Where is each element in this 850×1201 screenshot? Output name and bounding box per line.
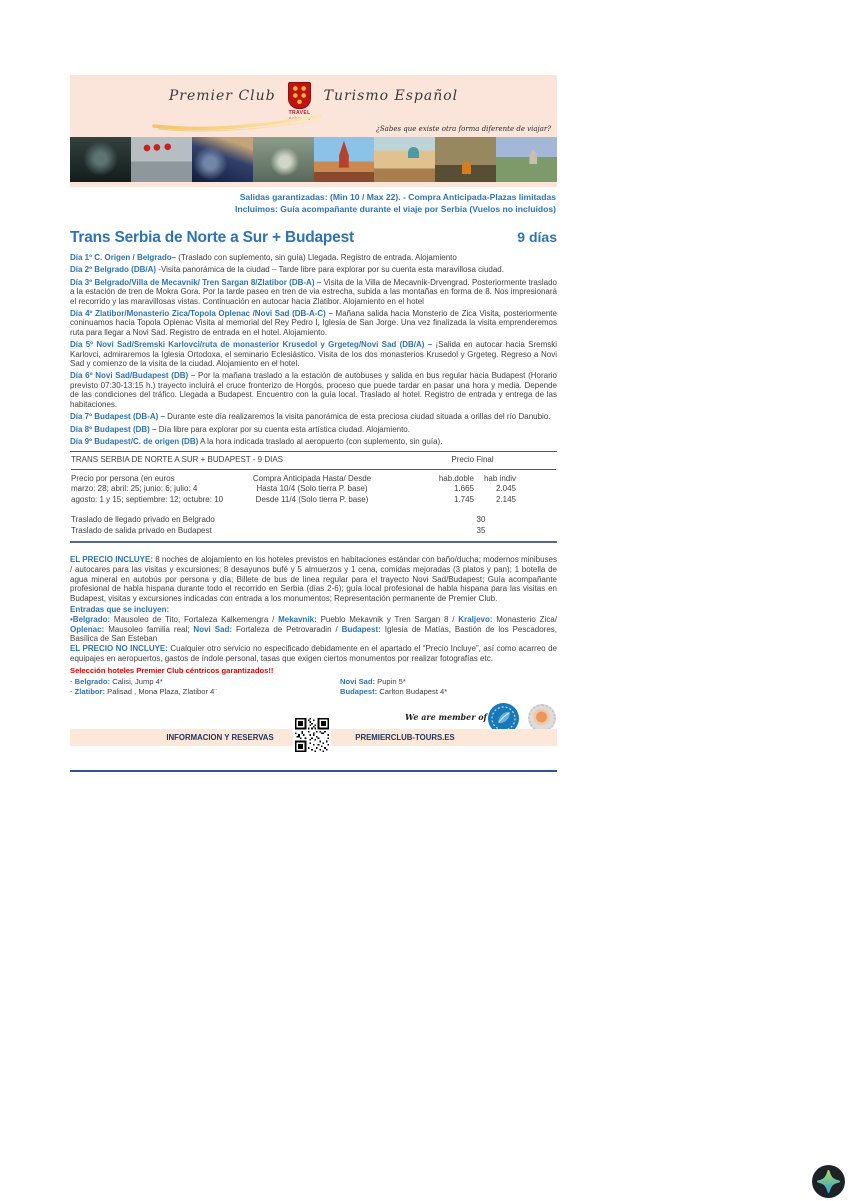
price-row-dates: marzo: 28; abril: 25; junio: 6; julio: 4 [71,484,198,494]
itinerary-day-1 [70,253,557,262]
itinerary-day-7 [70,412,557,421]
brand-turismo-espanol: Turismo Español [323,88,459,104]
entradas-items: Mausoleo de Tito, Fortaleza Kalkemengra / [110,615,279,625]
hotel-names: Palisad , Mona Plaza, Zlatibor 4¨ [105,686,217,696]
photo-hilltop-church [496,137,557,182]
day-label: Día 1º C. Origen / Belgrado– [70,253,177,262]
price-row-advance: Desde 11/4 (Solo tierra P. base) [255,494,369,504]
hotel-item [340,687,557,697]
qr-code [293,714,331,756]
entradas-items: Pueblo Mekavnik y Tren Sargan 8 / [316,615,459,625]
photo-strip [70,137,557,182]
entradas-city: •Belgrado: [70,615,111,625]
footer [70,702,557,766]
entradas-city: Oplenac: [70,624,105,634]
transfer-label: Traslado de salida privado en Budapest [71,525,212,535]
price-includes [70,555,557,603]
header-tagline: ¿Sabes que existe otra forma diferente de viajar? [376,125,551,133]
hotels-grid [70,677,557,696]
price-includes-label: EL PRECIO INCLUYE: [70,555,153,565]
day-body: ¡Salida en autocar hacia Sremski Karlovci, admiraremos la Iglesia Ortodoxa, el seminario Eclesiástico. Visita de los dos monasterios Krusedol y Grgeteg. Regreso a Novi Sad y comienzo de la visita de la ciudad. Alojamiento en el hotel. [70,340,558,369]
header-bottom-strip [70,182,557,187]
transfer-price: 35 [476,525,486,535]
logo-caption-solutions: Solutions [288,116,311,121]
gold-swoosh-icon [152,113,322,133]
day-body: (Traslado con suplemento, sin guía) Llegada. Registro de entrada. Alojamiento [178,253,457,262]
transfer-row [71,515,556,526]
info-reservas-label: INFORMACION Y RESERVAS [166,733,274,743]
day-label: Día 7º Budapest (DB-A) – [70,412,165,422]
hotel-names: Calisi, Jump 4* [110,677,163,687]
transfer-row [71,526,556,542]
photo-city-wall-lanterns [131,137,192,182]
entradas-city: Kraljevo: [458,615,493,625]
hotel-item [70,677,340,687]
day-body: Por la mañana traslado a la estación de autobuses y salida en bus regular hacia Budapest (Horario previsto 07:30-13:15 h.) trayecto incluirá el cruce fronterizo de Horgós, proceso que puede tardar en pasar una hora y media. Depende de las condiciones del tráfico. Llegada a Budapest. Encuentro con la guía local. Traslado al hotel. Registro de entrada y entrega de las habitaciones. [70,371,557,409]
shield-crest-icon [288,82,311,109]
price-table-title: TRANS SERBIA DE NORTE A SUR + BUDAPEST - 9 DIAS [71,455,283,465]
transfer-price: 30 [476,515,486,525]
hotel-names: Pupin 5* [375,677,406,687]
itinerary-day-8 [70,425,557,434]
day-label: Día 3º Belgrado/Villa de Mecavnik/ Tren Sargan 8/Zlatibor (DB-A) – [70,277,322,287]
entradas-list [70,615,557,644]
hotel-city: Novi Sad: [340,677,376,687]
price-final-label: Precio Final [451,455,494,465]
star-pillow-icon [812,1165,845,1198]
day-label: Día 5º Novi Sad/Sremski Karlovci/ruta de monasterior Krusedol y Grgeteg/Novi Sad (DB/A) – [70,340,433,350]
table-spacer [71,505,556,515]
price-includes-text: 8 noches de alojamiento en los hoteles previstos en habitaciones estándar con baño/ducha; modernos minibuses / autocares para las visitas y excursiones; 8 desayunos bufé y 5 almuerzos y 1 cena, comidas mejoradas (3 platos y pan); 1 botella de agua mineral en autobús por persona y día; Billete de bus de linea regular para el trayecto Novi Sad/Budapest; Guía acompañante profesional de habla hispana durante todo el recorrido en Serbia (días 2-6); guía local profesional de habla hispana para las visitas en Budapest, visitas y excursiones indicadas con entrada a los monumentos; Representación permanente de Premier Club. [70,555,557,603]
hotel-city: · Belgrado: [70,677,111,687]
transfer-label: Traslado de llegado privado en Belgrado [71,515,215,525]
hotels-headline: Selección hoteles Premier Club céntricos garantizados!! [70,666,274,676]
price-table [70,451,557,543]
photo-night-figures [70,137,131,182]
title-row [70,229,557,247]
day-body: A la hora indicada traslado al aeropuerto (con suplemento, sin guía). [200,436,443,446]
hotel-city: · Zlatibor: [70,686,106,696]
day-label: Día 8º Budapest (DB) – [70,424,157,434]
photo-angkor-monks [435,137,496,182]
entradas-items: Monasterio Zica/ [492,615,558,625]
brochure-header [70,75,557,187]
website-link[interactable]: PREMIERCLUB-TOURS.ES [355,733,455,743]
price-row [71,495,556,506]
entradas-label: Entradas que se incluyen: [70,605,170,615]
entradas-city: Budapest: [341,624,381,634]
price-not-includes-label: EL PRECIO NO INCLUYE: [70,644,168,654]
itinerary [70,253,557,446]
entradas-items: Mausoleo familia real; [104,624,194,634]
col-persons: Precio por persona (en euros [71,473,175,483]
trip-duration: 9 días [517,229,557,245]
photo-khiva-skyline [374,137,435,182]
hotel-names: Carlton Budapest 4* [377,686,448,696]
day-label: Día 9º Budapest/C. de origen (DB) [70,436,199,446]
photo-st-basils [314,137,375,182]
viewer-fab-button[interactable] [812,1165,845,1198]
day-body: Durante este día realizaremos la visita panorámica de esta preciosa ciudad situada a orillas del río Danubio. [167,412,551,422]
day-body: Mañana salida hacia Monsterio de Zica Visita, posteriormente coninuamos hacia Topola Oplenac Visita al memorial del Rey Pedro I, Iglesia de San Jorge. Una vez finalizada la visita emprenderemos ruta para llegar a Novi Sad. Registro de entrada en el hotel. Alojamiento. [70,309,557,337]
day-body: -Visita panorámica de la ciudad – Tarde libre para explorar por su cuenta esta maravillosa ciudad. [158,265,504,275]
entradas-city: Mekavnik: [278,615,317,625]
day-label: Día 6º Novi Sad/Budapest (DB) – [70,371,196,381]
photo-cathedral-aerial [253,137,314,182]
membership-badge-grey-icon [528,704,556,732]
entradas-items: Fortaleza de Petrovaradin / [232,624,342,634]
price-row-single: 2.045 [495,484,516,494]
bottom-rule [70,770,557,772]
day-body: Día libre para explorar por su cuenta esta artística ciudad. Alojamiento. [158,424,410,434]
entradas-heading [70,605,557,615]
itinerary-day-4 [70,309,557,337]
itinerary-day-9 [70,437,557,446]
col-double: hab.doble [438,473,474,483]
banner-line-incluimos: Incluimos: Guía acompañante durante el viaje por Serbia (Vuelos no incluidos) [234,204,556,214]
itinerary-day-5 [70,340,557,368]
price-row-dates: agosto: 1 y 15; septiembre: 12; octubre: 10 [71,494,224,504]
col-advance: Compra Anticipada Hasta/ Desde [252,473,372,483]
hotel-item [70,687,340,697]
col-single: hab indiv [483,473,516,483]
day-label: Día 4º Zlatibor/Monasterio Zica/Topola Oplenac /Novi Sad (DB-A-C) – [70,309,333,319]
brand-premier-club: Premier Club [168,88,276,104]
banner-line-salidas: Salidas garantizadas: (Min 10 / Max 22). - Compra Anticipada-Plazas limitadas [239,192,556,202]
day-label: Día 2º Belgrado (DB/A) [70,265,157,275]
price-row [71,484,556,495]
page-title: Trans Serbia de Norte a Sur + Budapest [70,229,354,246]
price-table-columns [71,470,556,485]
hotel-item [340,677,557,687]
itinerary-day-2 [70,265,557,274]
brochure-page [70,75,557,772]
entradas-items: Iglesia de Matías, Bastión de los Pescadores, Basílica de San Esteban [70,624,558,644]
itinerary-day-3 [70,278,557,306]
photo-mosque-dusk [192,137,253,182]
hotel-city: Budapest: [340,686,378,696]
price-not-includes [70,644,557,663]
price-row-double: 1.665 [453,484,474,494]
price-row-single: 2.145 [495,494,516,504]
guarantee-banner [70,191,557,215]
logo-caption-travel: TRAVEL [288,110,311,116]
price-row-advance: Hasta 10/4 (Solo tierra P. base) [256,484,368,494]
price-row-double: 1.745 [453,494,474,504]
price-not-includes-text: Cualquier otro servicio no especificado debidamente en el apartado el “Precio Incluye”, así como acarreo de equipajes en aeropuertos, gastos de índole personal, tasas que exigen ciertos monumentos por realizar fotografías etc. [70,644,557,663]
day-body: Visita de la Villa de Mecavnik-Drvengrad. Posteriormente traslado a la estación de tren de Mokra Gora. Por la tarde paseo en tren de via estrecha, subida a las montañas en forma de 8. Nos impresionará el recorrido y las maravillosas vistas. Continuación en autocar hacia Zlatibor. Alojamiento en el hotel [70,277,557,306]
member-of-text: We are member of [405,712,487,723]
price-table-header [71,452,556,470]
itinerary-day-6 [70,371,557,409]
entradas-city: Novi Sad: [193,624,233,634]
